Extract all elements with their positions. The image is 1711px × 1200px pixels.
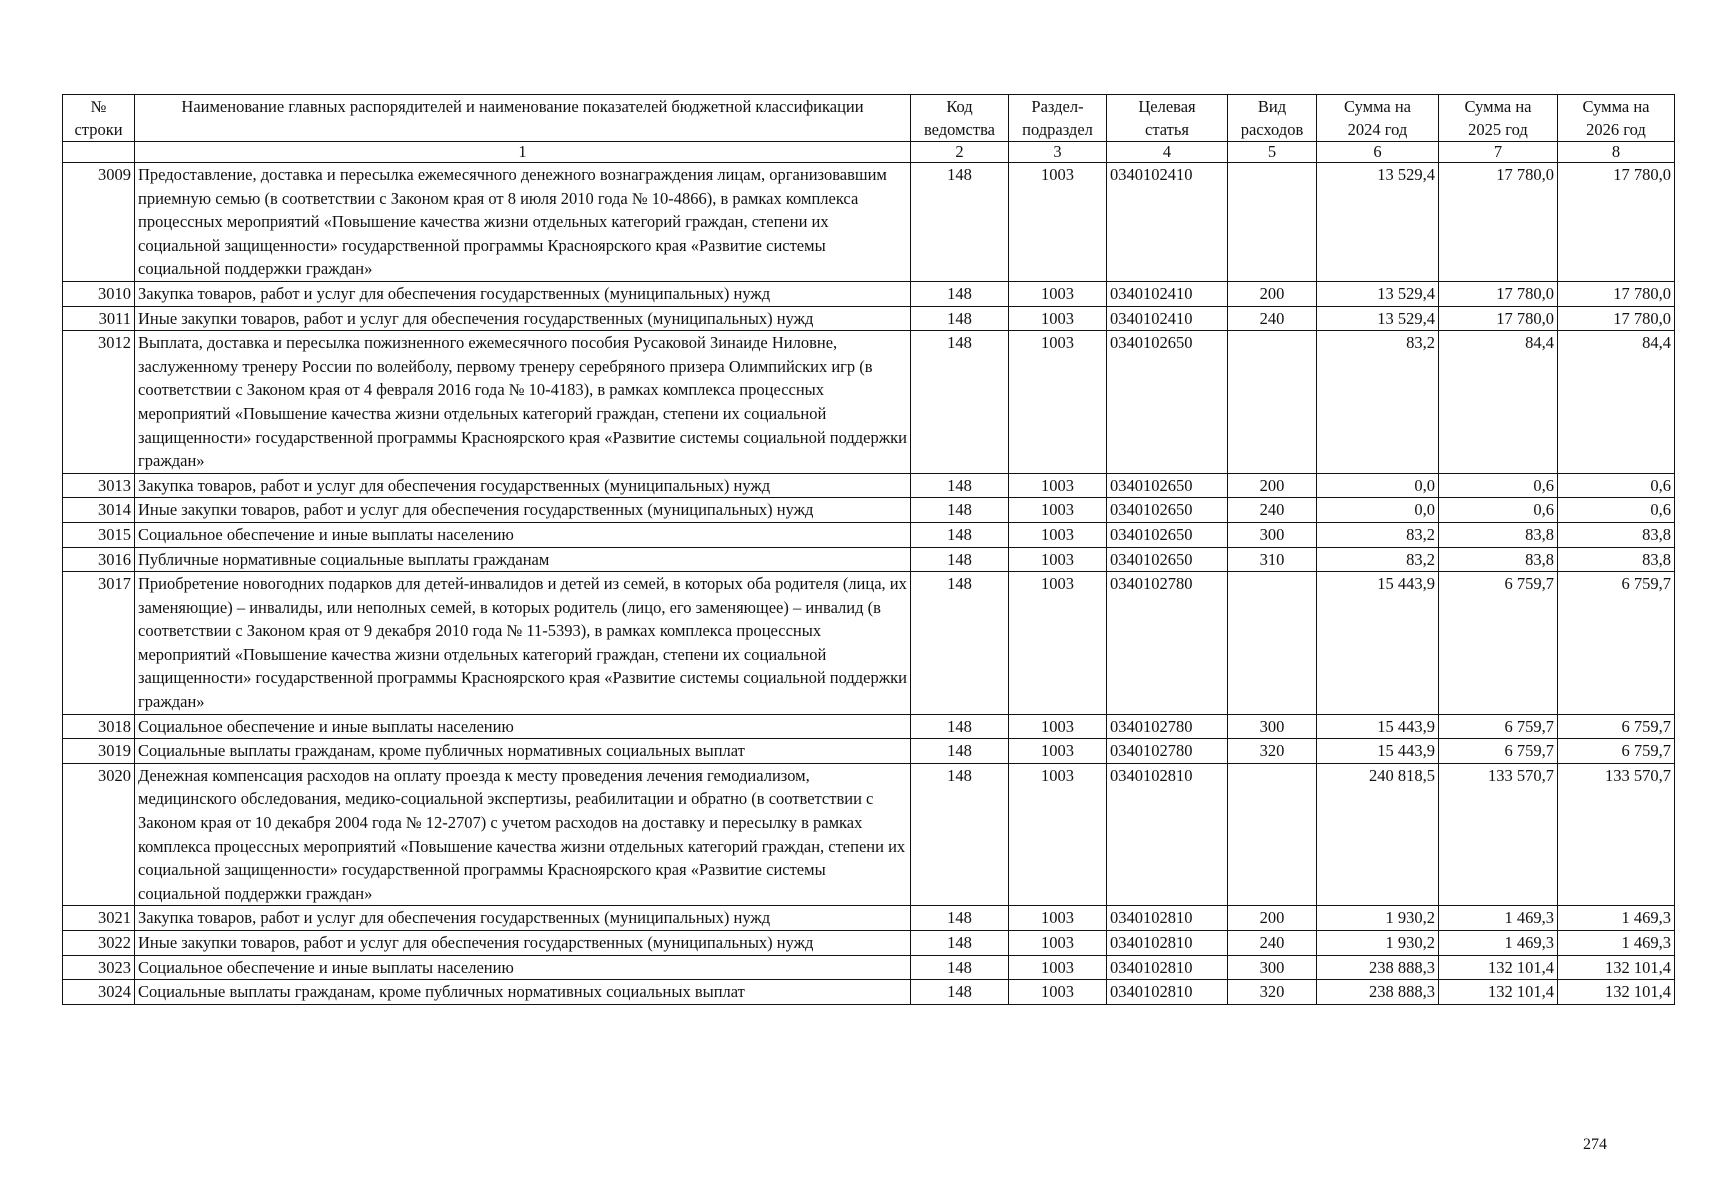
row-number: 3021 (63, 906, 135, 931)
row-section: 1003 (1009, 547, 1107, 572)
row-name: Закупка товаров, работ и услуг для обеспечения государственных (муниципальных) нужд (135, 473, 911, 498)
table-row (63, 281, 1675, 306)
row-name: Иные закупки товаров, работ и услуг для обеспечения государственных (муниципальных) нужд (135, 931, 911, 956)
row-sum-2025: 6 759,7 (1439, 714, 1558, 739)
row-sum-2024: 13 529,4 (1317, 163, 1439, 282)
row-sum-2026: 83,8 (1558, 547, 1675, 572)
table-row (63, 547, 1675, 572)
header-sum-2024: Сумма на 2024 год (1317, 95, 1439, 142)
row-code: 148 (911, 306, 1009, 331)
row-name: Публичные нормативные социальные выплаты гражданам (135, 547, 911, 572)
row-name: Социальное обеспечение и иные выплаты населению (135, 522, 911, 547)
row-name: Закупка товаров, работ и услуг для обеспечения государственных (муниципальных) нужд (135, 281, 911, 306)
header-target: Целевая статья (1107, 95, 1228, 142)
row-code: 148 (911, 739, 1009, 764)
row-target: 0340102410 (1107, 163, 1228, 282)
row-number: 3016 (63, 547, 135, 572)
row-section: 1003 (1009, 306, 1107, 331)
row-sum-2024: 0,0 (1317, 498, 1439, 523)
budget-table (62, 94, 1675, 1005)
row-section: 1003 (1009, 739, 1107, 764)
table-header (63, 95, 1675, 163)
header-section: Раздел- подраздел (1009, 95, 1107, 142)
row-expense-type (1228, 331, 1317, 474)
table-row (63, 980, 1675, 1005)
row-number: 3010 (63, 281, 135, 306)
row-sum-2024: 240 818,5 (1317, 763, 1439, 906)
table-row (63, 572, 1675, 715)
row-number: 3009 (63, 163, 135, 282)
column-number: 3 (1009, 142, 1107, 163)
row-sum-2026: 83,8 (1558, 522, 1675, 547)
page-number: 274 (1583, 1136, 1607, 1153)
row-expense-type: 320 (1228, 739, 1317, 764)
header-code: Код ведомства (911, 95, 1009, 142)
table-row (63, 522, 1675, 547)
row-sum-2024: 15 443,9 (1317, 714, 1439, 739)
row-sum-2025: 1 469,3 (1439, 906, 1558, 931)
row-target: 0340102810 (1107, 955, 1228, 980)
row-sum-2024: 238 888,3 (1317, 955, 1439, 980)
row-sum-2026: 133 570,7 (1558, 763, 1675, 906)
row-target: 0340102780 (1107, 714, 1228, 739)
row-expense-type: 240 (1228, 931, 1317, 956)
row-number: 3024 (63, 980, 135, 1005)
row-target: 0340102810 (1107, 906, 1228, 931)
row-section: 1003 (1009, 906, 1107, 931)
table-row (63, 306, 1675, 331)
row-section: 1003 (1009, 498, 1107, 523)
row-code: 148 (911, 763, 1009, 906)
table-row (63, 931, 1675, 956)
row-sum-2026: 17 780,0 (1558, 306, 1675, 331)
row-sum-2024: 13 529,4 (1317, 281, 1439, 306)
row-code: 148 (911, 522, 1009, 547)
header-sum-2026: Сумма на 2026 год (1558, 95, 1675, 142)
table-row (63, 163, 1675, 282)
row-number: 3015 (63, 522, 135, 547)
row-sum-2024: 0,0 (1317, 473, 1439, 498)
row-sum-2026: 6 759,7 (1558, 739, 1675, 764)
row-number: 3019 (63, 739, 135, 764)
header-sum-2025: Сумма на 2025 год (1439, 95, 1558, 142)
table-row (63, 331, 1675, 474)
row-sum-2024: 83,2 (1317, 547, 1439, 572)
row-section: 1003 (1009, 572, 1107, 715)
row-target: 0340102650 (1107, 547, 1228, 572)
row-name: Социальное обеспечение и иные выплаты населению (135, 714, 911, 739)
column-number: 1 (135, 142, 911, 163)
row-section: 1003 (1009, 955, 1107, 980)
row-target: 0340102650 (1107, 473, 1228, 498)
table-row (63, 473, 1675, 498)
row-name: Денежная компенсация расходов на оплату проезда к месту проведения лечения гемодиализом, медицинского обследования, медико-социальной экспертизы, реабилитации и обратно (в соответствии с Законом края от 10 декабря 2004 года № 12-2707) с учетом расходов на доставку и пересылку в рамках комплекса процессных мероприятий «Повышение качества жизни отдельных категорий граждан, степени их социальной защищенности» государственной программы Красноярского края «Развитие системы социальной поддержки граждан» (135, 763, 911, 906)
row-number: 3020 (63, 763, 135, 906)
row-name: Иные закупки товаров, работ и услуг для обеспечения государственных (муниципальных) нужд (135, 498, 911, 523)
row-expense-type: 310 (1228, 547, 1317, 572)
row-sum-2024: 13 529,4 (1317, 306, 1439, 331)
column-number: 4 (1107, 142, 1228, 163)
row-sum-2024: 1 930,2 (1317, 906, 1439, 931)
table-body (63, 163, 1675, 1005)
row-number: 3017 (63, 572, 135, 715)
column-number-empty (63, 142, 135, 163)
row-sum-2024: 83,2 (1317, 331, 1439, 474)
row-number: 3023 (63, 955, 135, 980)
row-sum-2025: 132 101,4 (1439, 980, 1558, 1005)
row-sum-2025: 6 759,7 (1439, 572, 1558, 715)
row-code: 148 (911, 473, 1009, 498)
row-number: 3012 (63, 331, 135, 474)
row-code: 148 (911, 572, 1009, 715)
row-sum-2025: 83,8 (1439, 547, 1558, 572)
row-sum-2025: 84,4 (1439, 331, 1558, 474)
row-sum-2026: 6 759,7 (1558, 714, 1675, 739)
row-target: 0340102780 (1107, 572, 1228, 715)
row-sum-2025: 0,6 (1439, 473, 1558, 498)
row-sum-2024: 1 930,2 (1317, 931, 1439, 956)
row-code: 148 (911, 955, 1009, 980)
row-sum-2026: 0,6 (1558, 473, 1675, 498)
row-section: 1003 (1009, 522, 1107, 547)
row-target: 0340102650 (1107, 331, 1228, 474)
row-sum-2026: 17 780,0 (1558, 163, 1675, 282)
row-sum-2024: 15 443,9 (1317, 739, 1439, 764)
row-sum-2025: 17 780,0 (1439, 163, 1558, 282)
row-section: 1003 (1009, 931, 1107, 956)
table-row (63, 739, 1675, 764)
row-target: 0340102810 (1107, 980, 1228, 1005)
row-number: 3014 (63, 498, 135, 523)
row-expense-type: 200 (1228, 906, 1317, 931)
row-expense-type: 240 (1228, 498, 1317, 523)
row-code: 148 (911, 980, 1009, 1005)
row-sum-2025: 17 780,0 (1439, 306, 1558, 331)
row-sum-2026: 132 101,4 (1558, 955, 1675, 980)
row-expense-type: 200 (1228, 473, 1317, 498)
row-number: 3013 (63, 473, 135, 498)
row-sum-2025: 133 570,7 (1439, 763, 1558, 906)
column-number: 5 (1228, 142, 1317, 163)
table-row (63, 955, 1675, 980)
row-name: Закупка товаров, работ и услуг для обеспечения государственных (муниципальных) нужд (135, 906, 911, 931)
column-number: 7 (1439, 142, 1558, 163)
row-sum-2026: 1 469,3 (1558, 906, 1675, 931)
row-sum-2026: 1 469,3 (1558, 931, 1675, 956)
row-sum-2025: 1 469,3 (1439, 931, 1558, 956)
row-code: 148 (911, 906, 1009, 931)
header-row-no: № строки (63, 95, 135, 142)
table-row (63, 498, 1675, 523)
table-row (63, 763, 1675, 906)
row-code: 148 (911, 714, 1009, 739)
row-target: 0340102650 (1107, 522, 1228, 547)
row-sum-2026: 17 780,0 (1558, 281, 1675, 306)
row-sum-2024: 238 888,3 (1317, 980, 1439, 1005)
row-sum-2024: 15 443,9 (1317, 572, 1439, 715)
header-expense-type: Вид расходов (1228, 95, 1317, 142)
row-expense-type: 240 (1228, 306, 1317, 331)
row-target: 0340102410 (1107, 306, 1228, 331)
row-name: Иные закупки товаров, работ и услуг для обеспечения государственных (муниципальных) нужд (135, 306, 911, 331)
row-code: 148 (911, 498, 1009, 523)
row-section: 1003 (1009, 763, 1107, 906)
row-expense-type (1228, 163, 1317, 282)
column-number: 2 (911, 142, 1009, 163)
row-number: 3022 (63, 931, 135, 956)
row-name: Выплата, доставка и пересылка пожизненного ежемесячного пособия Русаковой Зинаиде Ниловне, заслуженному тренеру России по волейболу, первому тренеру серебряного призера Олимпийских игр (в соответствии с Законом края от 4 февраля 2016 года № 10-4183), в рамках комплекса процессных мероприятий «Повышение качества жизни отдельных категорий граждан, степени их социальной защищенности» государственной программы Красноярского края «Развитие системы социальной поддержки граждан» (135, 331, 911, 474)
row-code: 148 (911, 547, 1009, 572)
row-target: 0340102810 (1107, 763, 1228, 906)
row-name: Предоставление, доставка и пересылка ежемесячного денежного вознаграждения лицам, организовавшим приемную семью (в соответствии с Законом края от 8 июля 2010 года № 10-4866), в рамках комплекса процессных мероприятий «Повышение качества жизни отдельных категорий граждан, степени их социальной защищенности» государственной программы Красноярского края «Развитие системы социальной поддержки граждан» (135, 163, 911, 282)
row-sum-2026: 132 101,4 (1558, 980, 1675, 1005)
row-number: 3011 (63, 306, 135, 331)
row-target: 0340102780 (1107, 739, 1228, 764)
row-target: 0340102650 (1107, 498, 1228, 523)
row-sum-2025: 132 101,4 (1439, 955, 1558, 980)
row-sum-2025: 17 780,0 (1439, 281, 1558, 306)
row-section: 1003 (1009, 473, 1107, 498)
row-section: 1003 (1009, 163, 1107, 282)
row-sum-2024: 83,2 (1317, 522, 1439, 547)
row-sum-2026: 6 759,7 (1558, 572, 1675, 715)
row-name: Приобретение новогодних подарков для детей-инвалидов и детей из семей, в которых оба родителя (лица, их заменяющие) – инвалиды, или неполных семей, в которых родитель (лицо, его заменяющее) – инвалид (в соответствии с Законом края от 9 декабря 2010 года № 11-5393), в рамках комплекса процессных мероприятий «Повышение качества жизни отдельных категорий граждан, степени их социальной защищенности» государственной программы Красноярского края «Развитие системы социальной поддержки граждан» (135, 572, 911, 715)
row-expense-type: 300 (1228, 955, 1317, 980)
row-sum-2025: 6 759,7 (1439, 739, 1558, 764)
header-name: Наименование главных распорядителей и наименование показателей бюджетной классификации (135, 95, 911, 142)
row-name: Социальное обеспечение и иные выплаты населению (135, 955, 911, 980)
row-section: 1003 (1009, 331, 1107, 474)
table-row (63, 714, 1675, 739)
row-expense-type (1228, 763, 1317, 906)
row-section: 1003 (1009, 714, 1107, 739)
column-number-row (63, 142, 1675, 163)
row-code: 148 (911, 931, 1009, 956)
row-number: 3018 (63, 714, 135, 739)
column-number: 6 (1317, 142, 1439, 163)
row-expense-type: 300 (1228, 522, 1317, 547)
row-code: 148 (911, 331, 1009, 474)
row-sum-2025: 0,6 (1439, 498, 1558, 523)
row-code: 148 (911, 281, 1009, 306)
row-section: 1003 (1009, 980, 1107, 1005)
row-sum-2025: 83,8 (1439, 522, 1558, 547)
row-expense-type (1228, 572, 1317, 715)
row-name: Социальные выплаты гражданам, кроме публичных нормативных социальных выплат (135, 739, 911, 764)
row-expense-type: 200 (1228, 281, 1317, 306)
column-number: 8 (1558, 142, 1675, 163)
table-row (63, 906, 1675, 931)
row-target: 0340102810 (1107, 931, 1228, 956)
row-name: Социальные выплаты гражданам, кроме публичных нормативных социальных выплат (135, 980, 911, 1005)
row-sum-2026: 0,6 (1558, 498, 1675, 523)
row-expense-type: 320 (1228, 980, 1317, 1005)
row-section: 1003 (1009, 281, 1107, 306)
row-sum-2026: 84,4 (1558, 331, 1675, 474)
row-code: 148 (911, 163, 1009, 282)
row-target: 0340102410 (1107, 281, 1228, 306)
row-expense-type: 300 (1228, 714, 1317, 739)
